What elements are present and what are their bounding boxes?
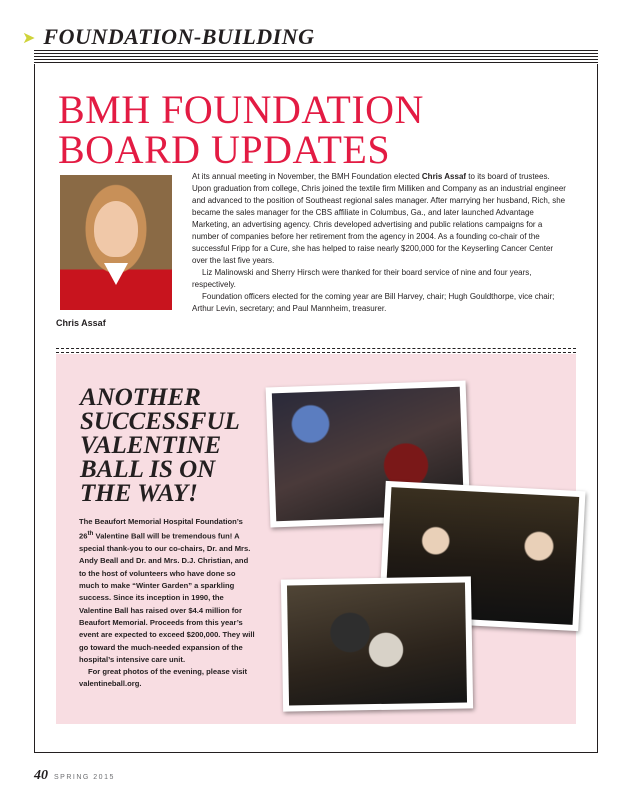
chris-assaf-portrait: [60, 175, 172, 310]
photo-caption: Chris Assaf: [56, 318, 106, 328]
ball-paragraph-2: For great photos of the evening, please visit valentineball.org.: [79, 667, 248, 689]
header-rule-band: [34, 50, 598, 64]
article-title-line-1: BMH FOUNDATION: [58, 87, 424, 132]
ball-headline: [80, 386, 240, 506]
page-number: 40: [34, 768, 48, 783]
highlighted-name: Chris Assaf: [421, 172, 467, 181]
ball-headline-line: ANOTHER: [80, 384, 201, 411]
article-body: [192, 171, 570, 315]
page-footer: [34, 768, 115, 784]
article-paragraph-1: [192, 171, 570, 267]
article-title-line-2: BOARD UPDATES: [58, 127, 391, 172]
chevron-right-icon: ➤: [22, 27, 36, 47]
issue-season: SPRING 2015: [54, 774, 115, 781]
ball-body: [79, 516, 257, 691]
ball-headline-line: BALL IS ON: [80, 456, 216, 483]
paragraph-text: to its board of trustees. Upon graduation from college, Chris joined the textile firm Milliken and Company as an industrial engineer and advanced to the position of Southeast regional sales manager. After marrying her husband, Rich, she became the sales manager for the CBS affiliate in Columbus, Ga., and later launched Advantage Marketing, an advertising agency. Chris developed advertising and public relations campaigns for a number of companies before her retirement from the agency in 2004. As a founding co-chair of the successful Fripp for a Cure, she has helped to raise nearly $200,000 for the Keyserling Cancer Center over the last five years.: [192, 172, 566, 265]
paragraph-text: At its annual meeting in November, the BMH Foundation elected: [192, 172, 422, 181]
paragraph-text: Valentine Ball will be tremendous fun! A special thank-you to our co-chairs, Dr. and Mrs. Andy Beall and Dr. and Mrs. D.J. Christian, and to the host of volunteers who have done so much to make “Winter Garden” a sparkling success. Since its inception in 1990, the Valentine Ball has raised over $4.4 million for Beaufort Memorial. Proceeds from this year’s event are expected to exceed $200,000. They will go toward the much-needed expansion of the hospital’s intensive care unit.: [79, 531, 255, 664]
ball-headline-line: SUCCESSFUL: [80, 408, 240, 435]
section-title: FOUNDATION-BUILDING: [43, 24, 315, 49]
ball-headline-line: VALENTINE: [80, 432, 222, 459]
section-divider: [56, 348, 576, 353]
section-header: [22, 24, 314, 50]
article-paragraph-3: Foundation officers elected for the coming year are Bill Harvey, chair; Hugh Gouldthorpe, vice chair; Arthur Levin, secretary; and Paul Mannheim, treasurer.: [192, 292, 555, 313]
ball-headline-line: THE WAY!: [80, 480, 198, 507]
ball-paragraph-1: [79, 516, 257, 666]
ordinal-suffix: th: [87, 530, 94, 538]
ball-photo-dance-floor: [281, 576, 473, 711]
article-title: [58, 87, 424, 172]
paragraph-text: The Beaufort Memorial Hospital Foundation’s 26: [79, 517, 243, 541]
article-paragraph-2: Liz Malinowski and Sherry Hirsch were thanked for their board service of nine and four years, respectively.: [192, 268, 532, 289]
